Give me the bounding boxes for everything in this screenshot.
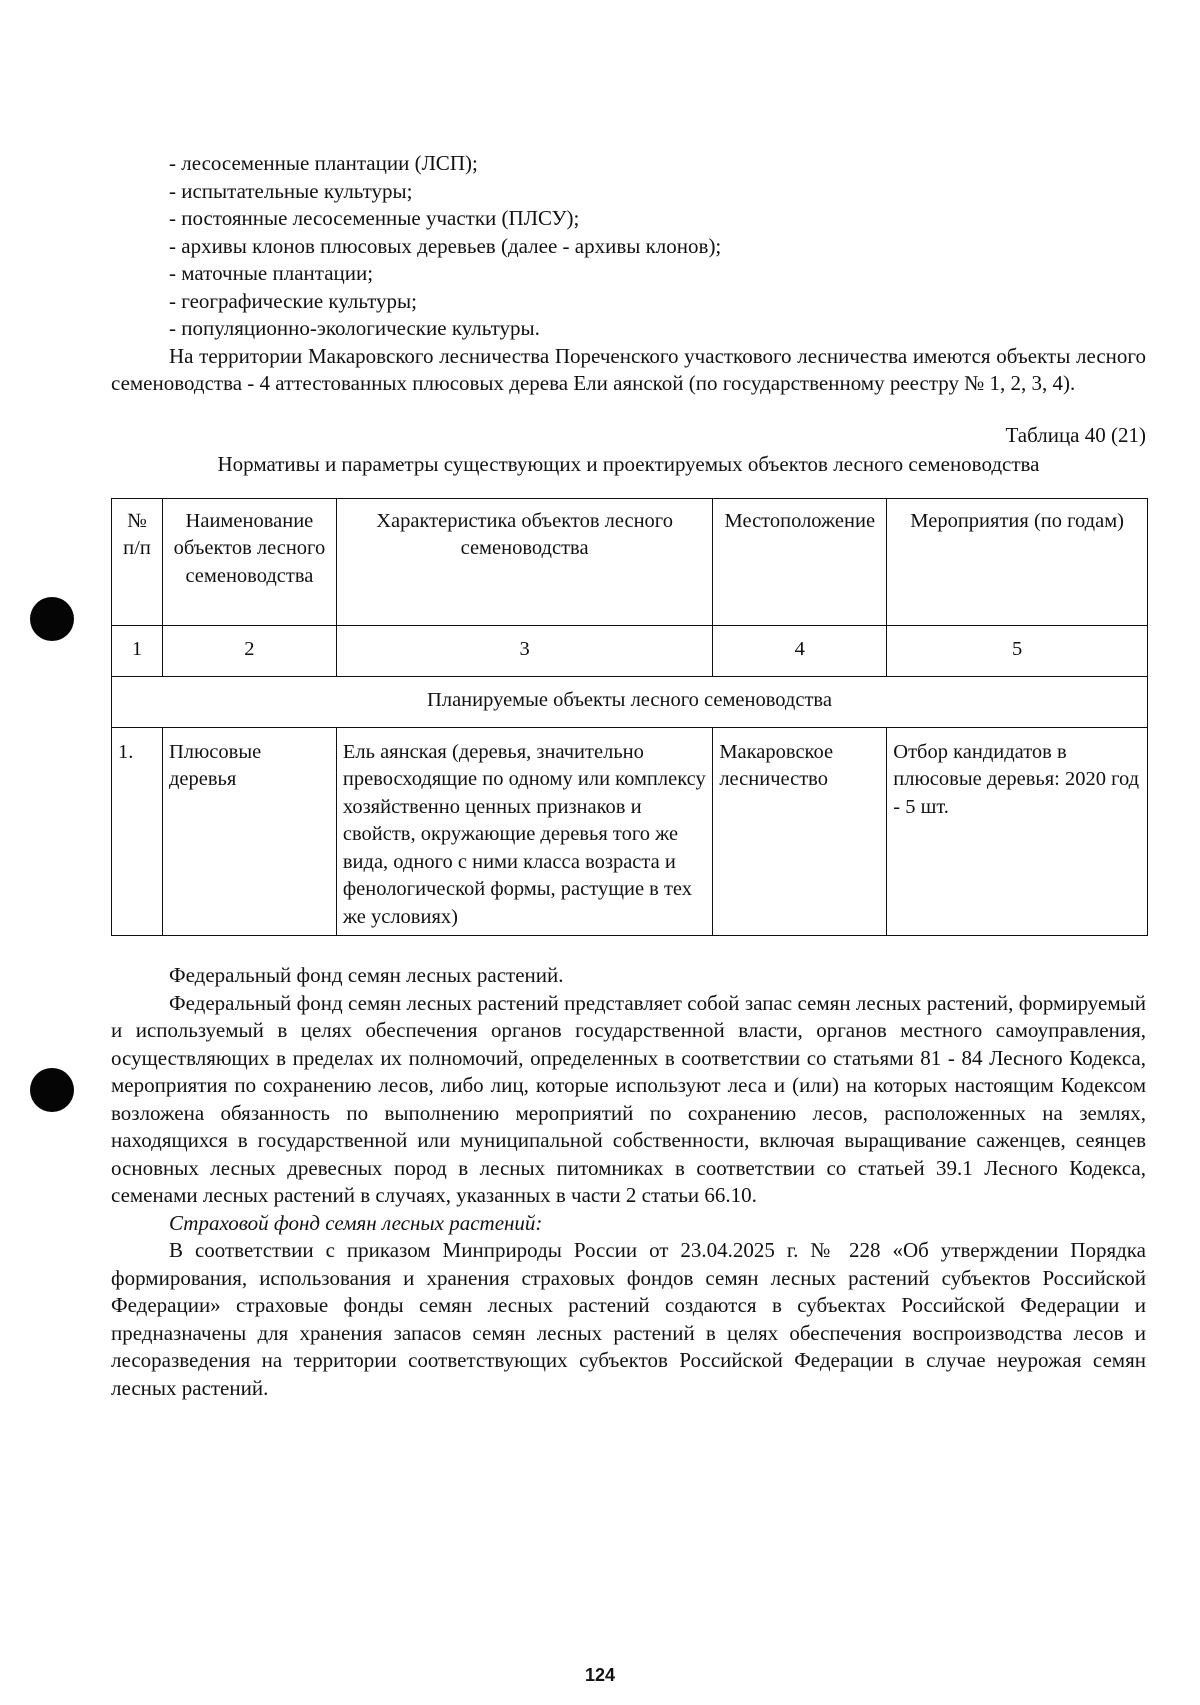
column-number: 1 (112, 625, 163, 677)
punch-hole-bottom (30, 1068, 74, 1112)
list-item: - географические культуры; (169, 288, 418, 313)
list-item: - испытательные культуры; (169, 178, 413, 203)
column-number: 3 (336, 625, 712, 677)
row-num: 1. (112, 727, 163, 936)
seed-objects-table (111, 498, 1148, 937)
header-description: Характеристика объектов лесного семеноводства (336, 498, 712, 625)
page-number: 124 (584, 1665, 616, 1685)
table-header-row (112, 498, 1148, 625)
section-title: Планируемые объекты лесного семеноводства (112, 677, 1148, 728)
table-number: Таблица 40 (21) (1005, 422, 1146, 447)
federal-fund-text: Федеральный фонд семян лесных растений представляет собой запас семян лесных растений, формируемый и используемый в целях обеспечения органов государственной власти, органов местного самоуправления, осуществляющих в пределах их полномочий, определенных в соответствии со статьями 81 - 84 Лесного Кодекса, мероприятия по сохранению лесов, либо лиц, которые используют леса и (или) на которых настоящим Кодексом возложена обязанность по выполнению мероприятий по сохранению лесов, расположенных на землях, находящихся в государственной или муниципальной собственности, включая выращивание саженцев, сеянцев основных лесных древесных пород в лесных питомниках в соответствии со статьей 39.1 Лесного Кодекса, семенами лесных растений в случаях, указанных в части 2 статьи 66.10. (111, 990, 1146, 1207)
intro-list (111, 150, 1146, 343)
punch-hole-top (30, 597, 74, 641)
header-location: Местоположение (713, 498, 887, 625)
section-row (112, 677, 1148, 728)
row-name: Плюсовые деревья (162, 727, 336, 936)
intro-paragraph: На территории Макаровского лесничества Пореченского участкового лесничества имеются объекты лесного семеноводства - 4 аттестованных плюсовых дерева Ели аянской (по государственному реестру № 1, 2, 3, 4). (111, 343, 1146, 395)
column-number: 2 (162, 625, 336, 677)
column-number: 5 (887, 625, 1148, 677)
list-item: - архивы клонов плюсовых деревьев (далее - архивы клонов); (169, 233, 722, 258)
header-activities: Мероприятия (по годам) (887, 498, 1148, 625)
header-num: № п/п (112, 498, 163, 625)
insurance-fund-title: Страховой фонд семян лесных растений: (169, 1210, 543, 1235)
row-location: Макаровское лесничество (713, 727, 887, 936)
column-number-row (112, 625, 1148, 677)
list-item: - лесосеменные плантации (ЛСП); (169, 151, 478, 175)
list-item: - популяционно-экологические культуры. (169, 316, 540, 340)
header-name: Наименование объектов лесного семеноводства (162, 498, 336, 625)
insurance-fund-text: В соответствии с приказом Минприроды России от 23.04.2025 г. № 228 «Об утверждении Порядка формирования, использования и хранения страховых фондов семян лесных растений субъектов Российской Федерации» страховые фонды семян лесных растений создаются в субъектах Российской Федерации и предназначены для хранения запасов семян лесных растений в целях обеспечения воспроизводства лесов и лесоразведения на территории соответствующих субъектов Российской Федерации в случае неурожая семян лесных растений. (111, 1238, 1146, 1400)
row-description: Ель аянская (деревья, значительно превосходящие по одному или комплексу хозяйственно ценных признаков и свойств, окружающие деревья того же вида, одного с ними класса возраста и фенологической формы, растущие в тех же условиях) (336, 727, 712, 936)
table-row (112, 727, 1148, 936)
page-content (111, 150, 1146, 1402)
row-activities: Отбор кандидатов в плюсовые деревья: 2020 год - 5 шт. (887, 727, 1148, 936)
list-item: - маточные плантации; (169, 261, 374, 285)
federal-fund-title: Федеральный фонд семян лесных растений. (169, 963, 564, 987)
list-item: - постоянные лесосеменные участки (ПЛСУ); (169, 206, 580, 230)
column-number: 4 (713, 625, 887, 677)
table-caption: Нормативы и параметры существующих и проектируемых объектов лесного семеноводства (217, 452, 1040, 476)
